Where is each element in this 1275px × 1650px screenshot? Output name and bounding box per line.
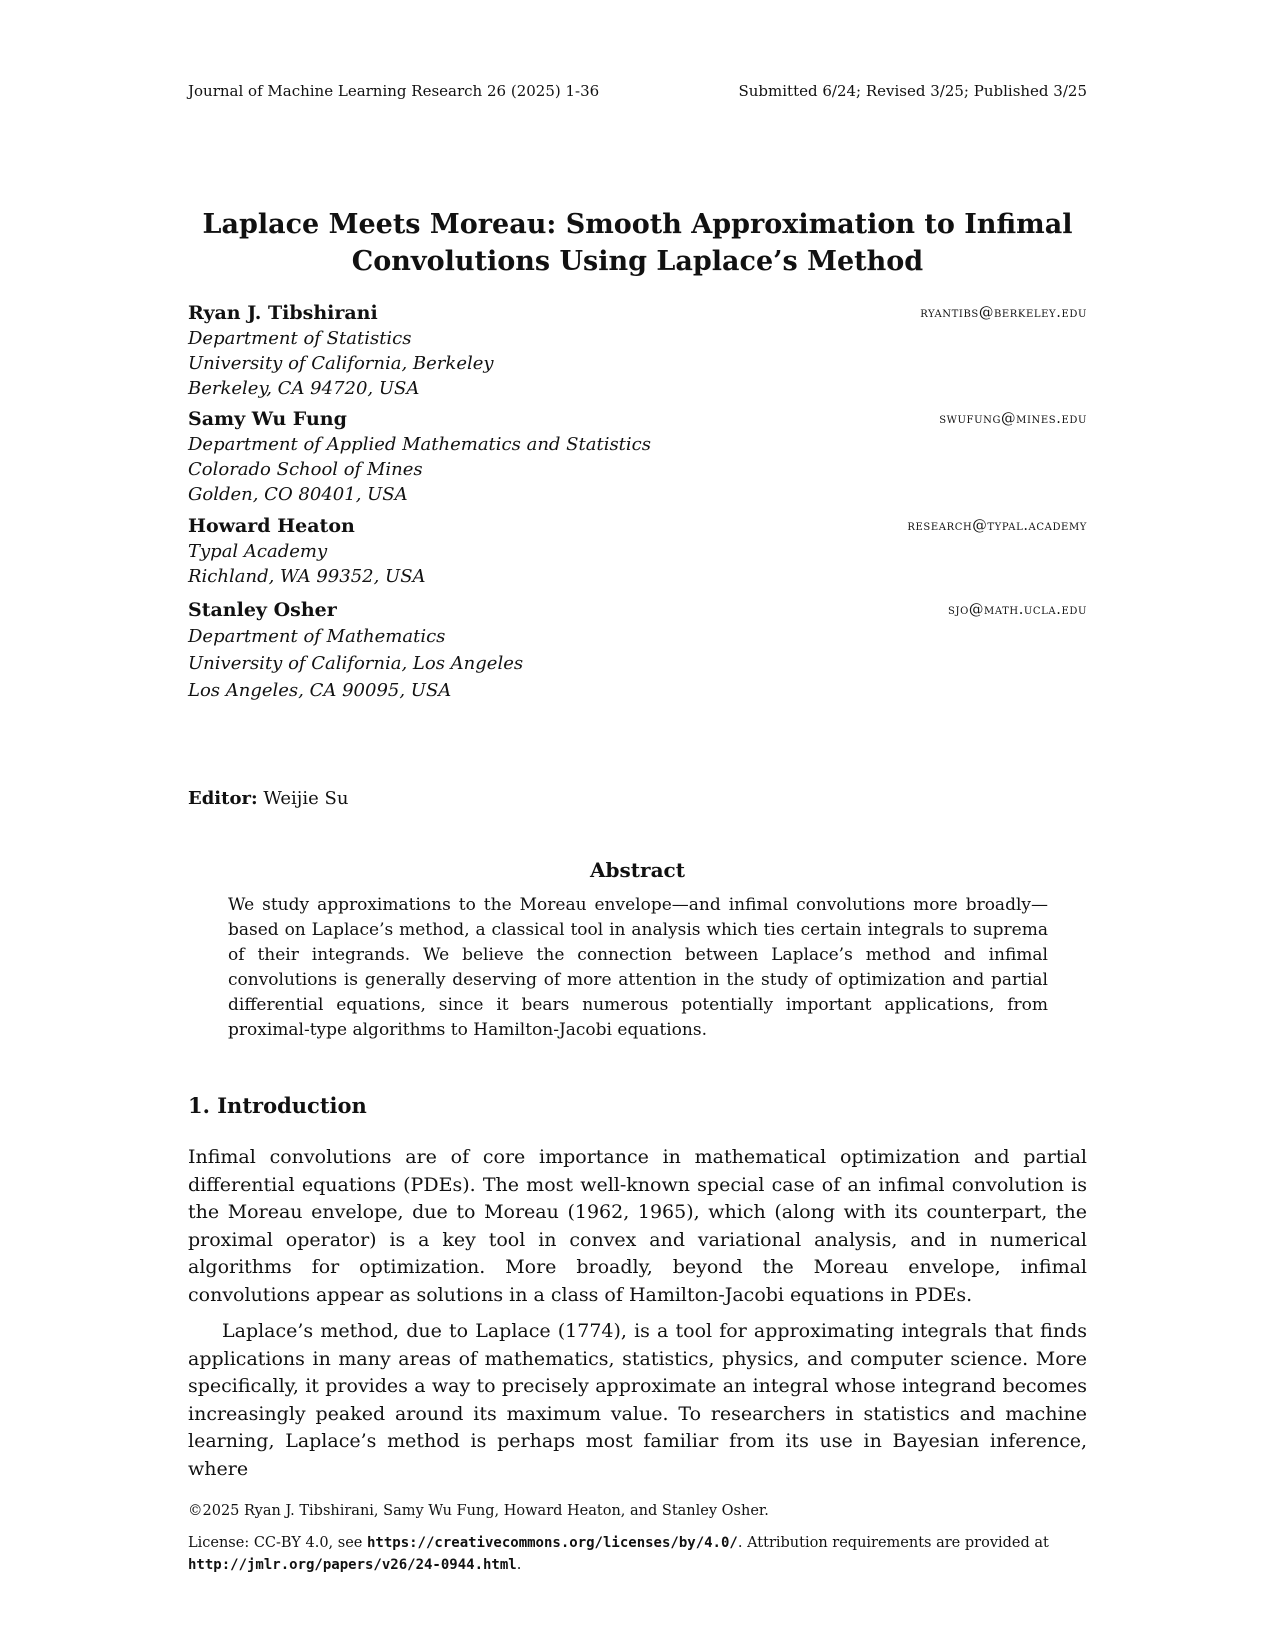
body-paragraph: Laplace’s method, due to Laplace (1774), is a tool for approximating integrals that finds applications in many areas of mathematics, statistics, physics, and computer science. More specifically, it provides a way to precisely approximate an integral whose integrand becomes increasingly peaked around its maximum value. To researchers in statistics and machine learning, Laplace’s method is perhaps most familiar from its use in Bayesian inference, where [188,1320,1087,1480]
author-email[interactable]: sjo@math.ucla.edu [948,602,1087,618]
license-suffix: . [516,1557,522,1573]
author-email[interactable]: ryantibs@berkeley.edu [920,305,1087,321]
author-affiliation-line: Golden, CO 80401, USA [188,484,408,505]
author-block [188,406,1087,507]
author-name: Stanley Osher [188,599,337,621]
author-affiliation-line: Department of Applied Mathematics and Statistics [188,434,651,455]
author-name: Ryan J. Tibshirani [188,302,378,324]
editor-label: Editor: [188,788,258,809]
journal-header: Journal of Machine Learning Research 26 (2025) 1-36 [188,82,600,100]
body-paragraph: Infimal convolutions are of core importance in mathematical optimization and partial differential equations (PDEs). The most well-known special case of an infimal convolution is the Moreau envelope, due to Moreau (1962, 1965), which (along with its counterpart, the proximal operator) is a key tool in convex and variational analysis, and in numerical algorithms for optimization. More broadly, beyond the Moreau envelope, infimal convolutions appear as solutions in a class of Hamilton-Jacobi equations in PDEs. [188,1146,1087,1306]
license-footnote [188,1532,1087,1576]
author-name: Howard Heaton [188,515,355,537]
attribution-link[interactable]: http://jmlr.org/papers/v26/24-0944.html [188,1557,517,1573]
author-affiliation-line: Department of Mathematics [188,626,446,647]
author-block [188,513,1087,589]
license-prefix: License: CC-BY 4.0, see [188,1535,367,1551]
author-affiliation-line: Typal Academy [188,541,328,562]
abstract-body: We study approximations to the Moreau envelope—and infimal convolutions more broadly—based on Laplace’s method, a classical tool in analysis which ties certain integrals to suprema of their integrands. We believe the connection between Laplace’s method and infimal convolutions is generally deserving of more attention in the study of optimization and partial differential equations, since it bears numerous potentially important applications, from proximal-type algorithms to Hamilton-Jacobi equations. [228,895,1048,1040]
submission-dates: Submitted 6/24; Revised 3/25; Published 3/25 [738,82,1087,100]
editor-line [188,788,348,809]
author-email[interactable]: research@typal.academy [907,518,1087,534]
paper-title: Laplace Meets Moreau: Smooth Approximation to Infimal Convolutions Using Laplace’s Method [202,209,1073,277]
author-affiliation-line: University of California, Berkeley [188,353,494,374]
author-affiliation-line: Richland, WA 99352, USA [188,566,426,587]
author-email[interactable]: swufung@mines.edu [939,411,1087,427]
license-link[interactable]: https://creativecommons.org/licenses/by/4.0/ [366,1535,738,1551]
abstract-heading: Abstract [590,858,685,882]
author-block [188,597,1087,704]
author-block [188,300,1087,401]
author-affiliation-line: Berkeley, CA 94720, USA [188,378,420,399]
copyright-footnote: ©2025 Ryan J. Tibshirani, Samy Wu Fung, Howard Heaton, and Stanley Osher. [188,1503,769,1519]
editor-name: Weijie Su [263,788,349,809]
author-affiliation-line: University of California, Los Angeles [188,653,524,674]
author-affiliation-line: Department of Statistics [188,328,412,349]
author-name: Samy Wu Fung [188,408,347,430]
author-affiliation-line: Los Angeles, CA 90095, USA [188,680,452,701]
license-middle: . Attribution requirements are provided at [737,1535,1049,1551]
section-heading: 1. Introduction [188,1093,367,1118]
author-affiliation-line: Colorado School of Mines [188,459,423,480]
